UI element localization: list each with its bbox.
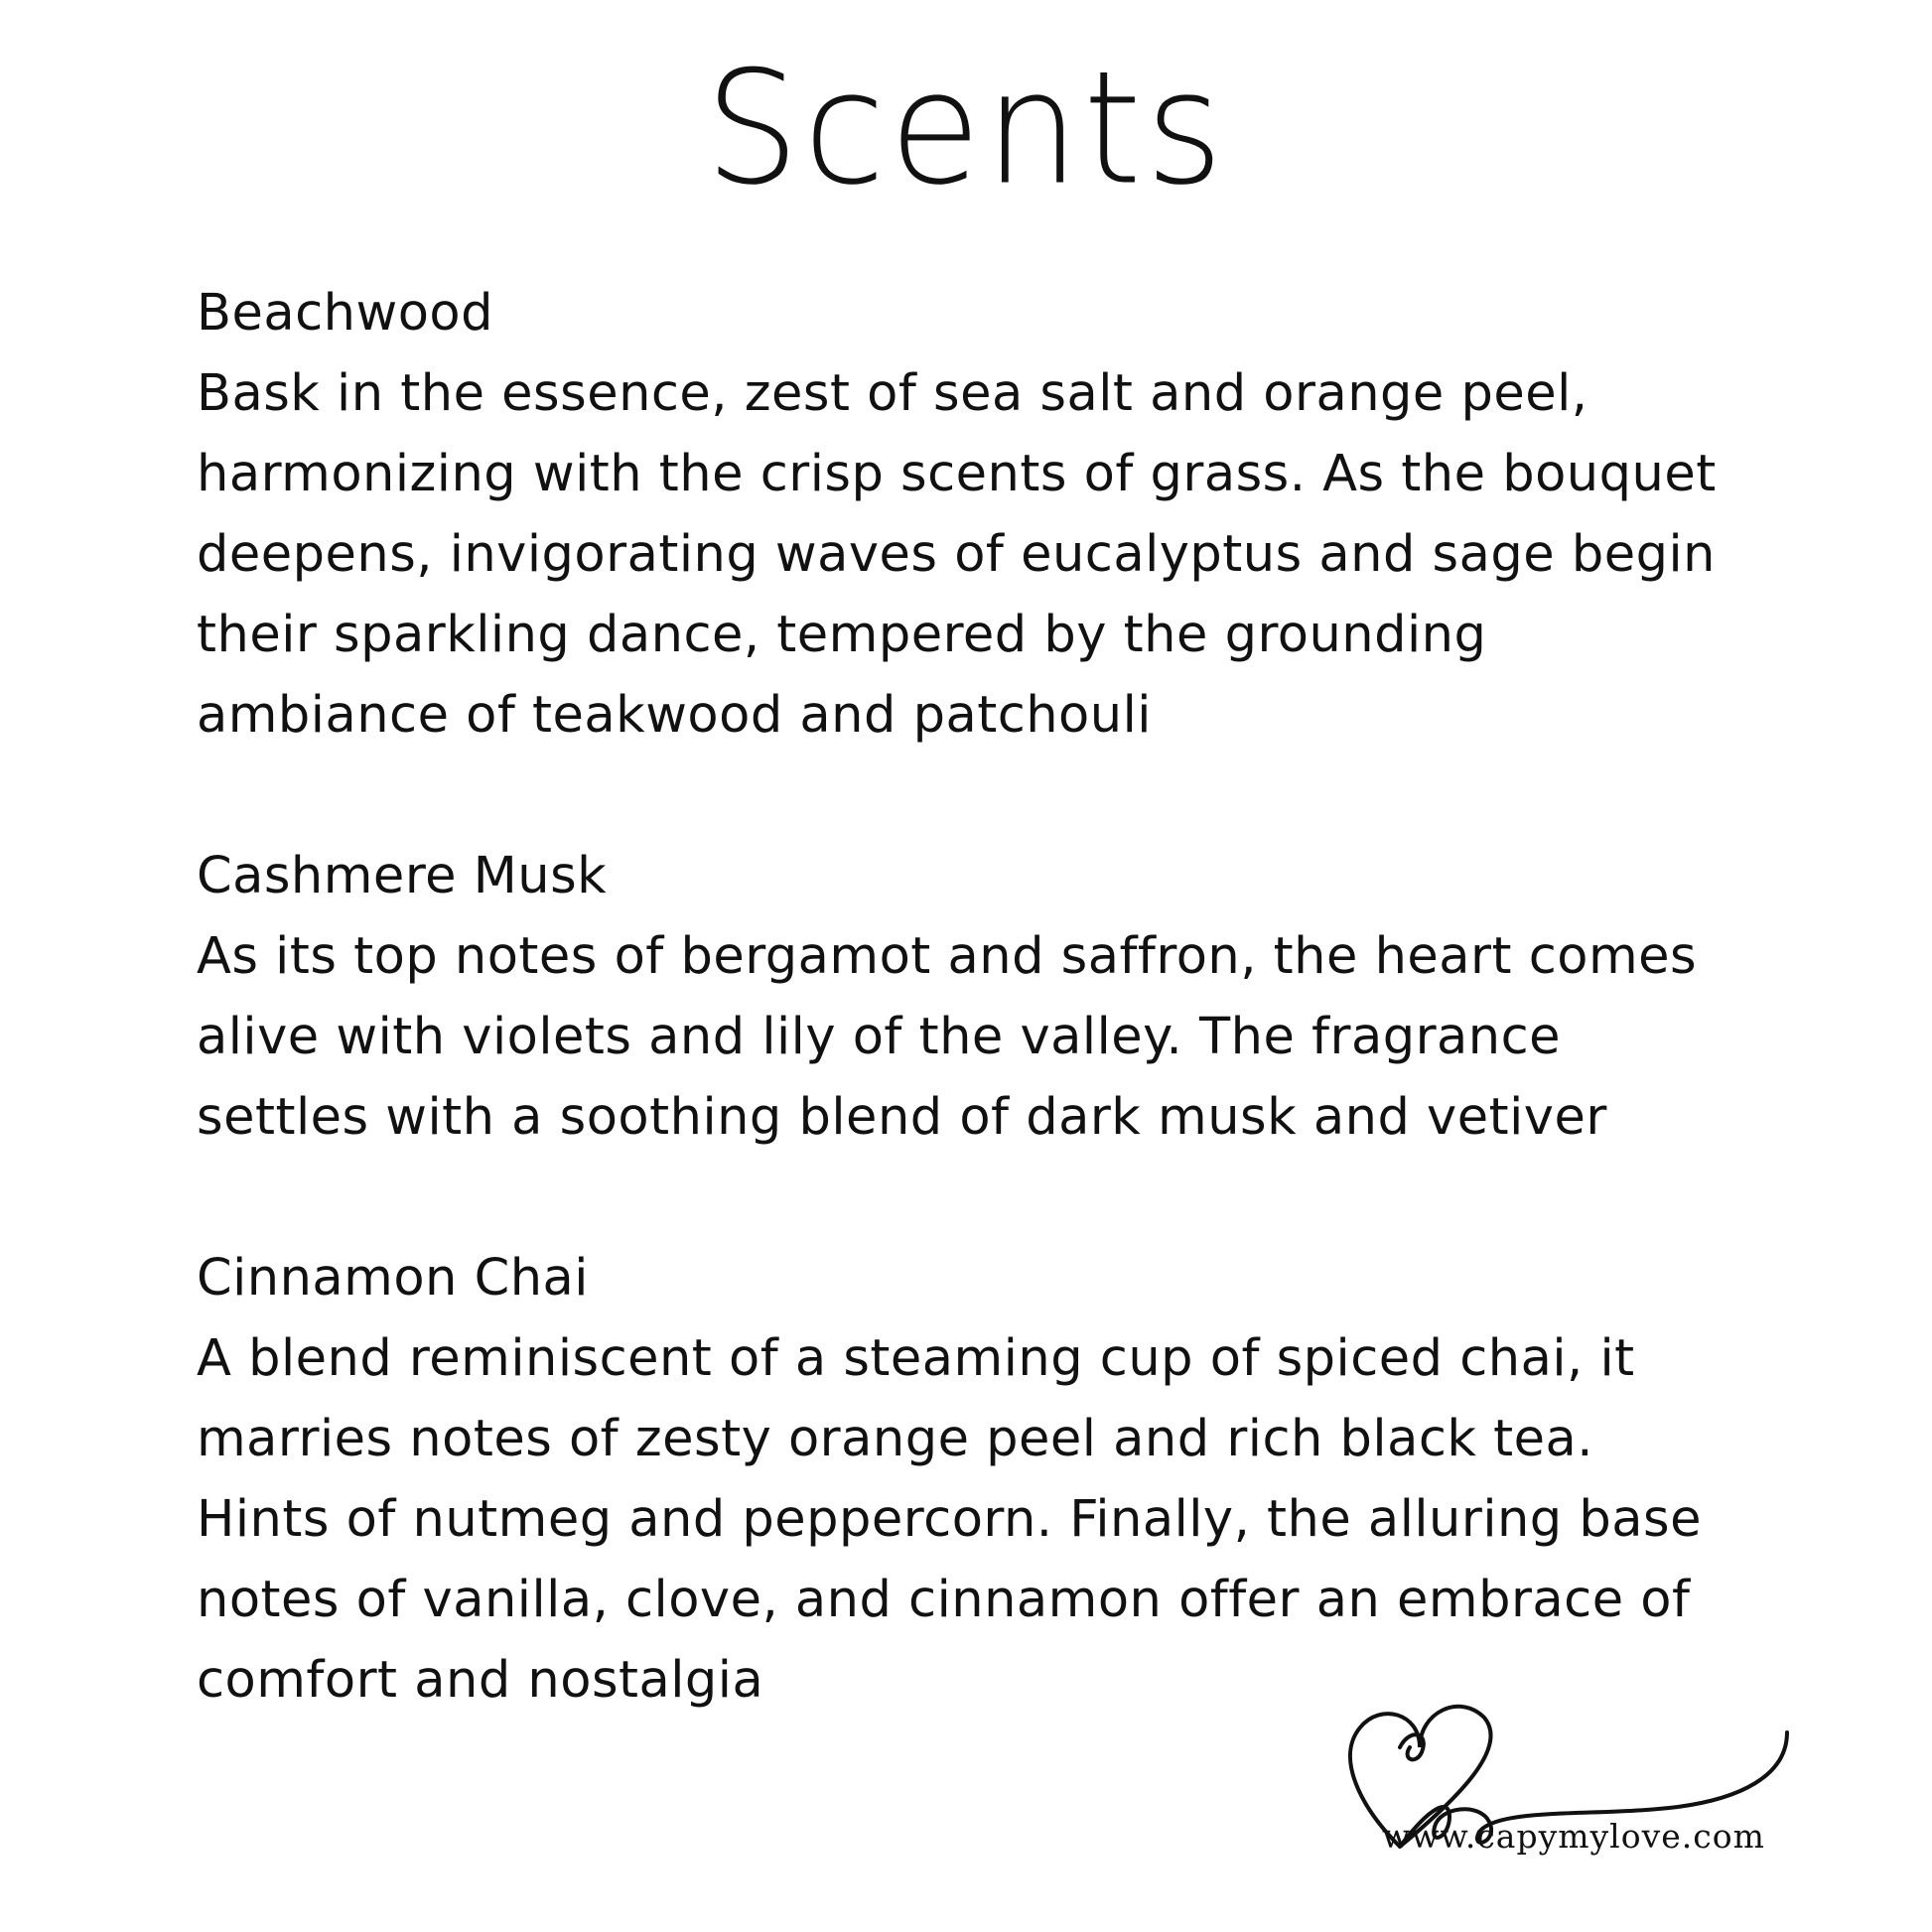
scent-list <box>197 273 1785 1801</box>
scent-item-cinnamon-chai <box>197 1238 1785 1721</box>
scent-description: As its top notes of bergamot and saffron, the heart comes alive with violets and lily of the valley. The fragrance settles with a soothing blend of dark musk and vetiver <box>197 927 1698 1147</box>
scent-name: Beachwood <box>197 284 493 343</box>
scent-item-beachwood <box>197 273 1785 756</box>
scent-name: Cinnamon Chai <box>197 1249 589 1308</box>
scent-name: Cashmere Musk <box>197 847 608 905</box>
scent-item-cashmere-musk <box>197 836 1785 1158</box>
scent-description: Bask in the essence, zest of sea salt and orange peel, harmonizing with the crisp scents of grass. As the bouquet deepens, invigorating waves of eucalyptus and sage begin their sparkling dance, tempered by the grounding ambiance of teakwood and patchouli <box>197 364 1717 745</box>
scent-description: A blend reminiscent of a steaming cup of spiced chai, it marries notes of zesty orange peel and rich black tea. Hints of nutmeg and peppercorn. Finally, the alluring base notes of vanilla, clove, and cinnamon offer an embrace of comfort and nostalgia <box>197 1329 1702 1710</box>
page-title: Scents <box>704 38 1227 220</box>
website-url: www.capymylove.com <box>1382 1817 1765 1856</box>
